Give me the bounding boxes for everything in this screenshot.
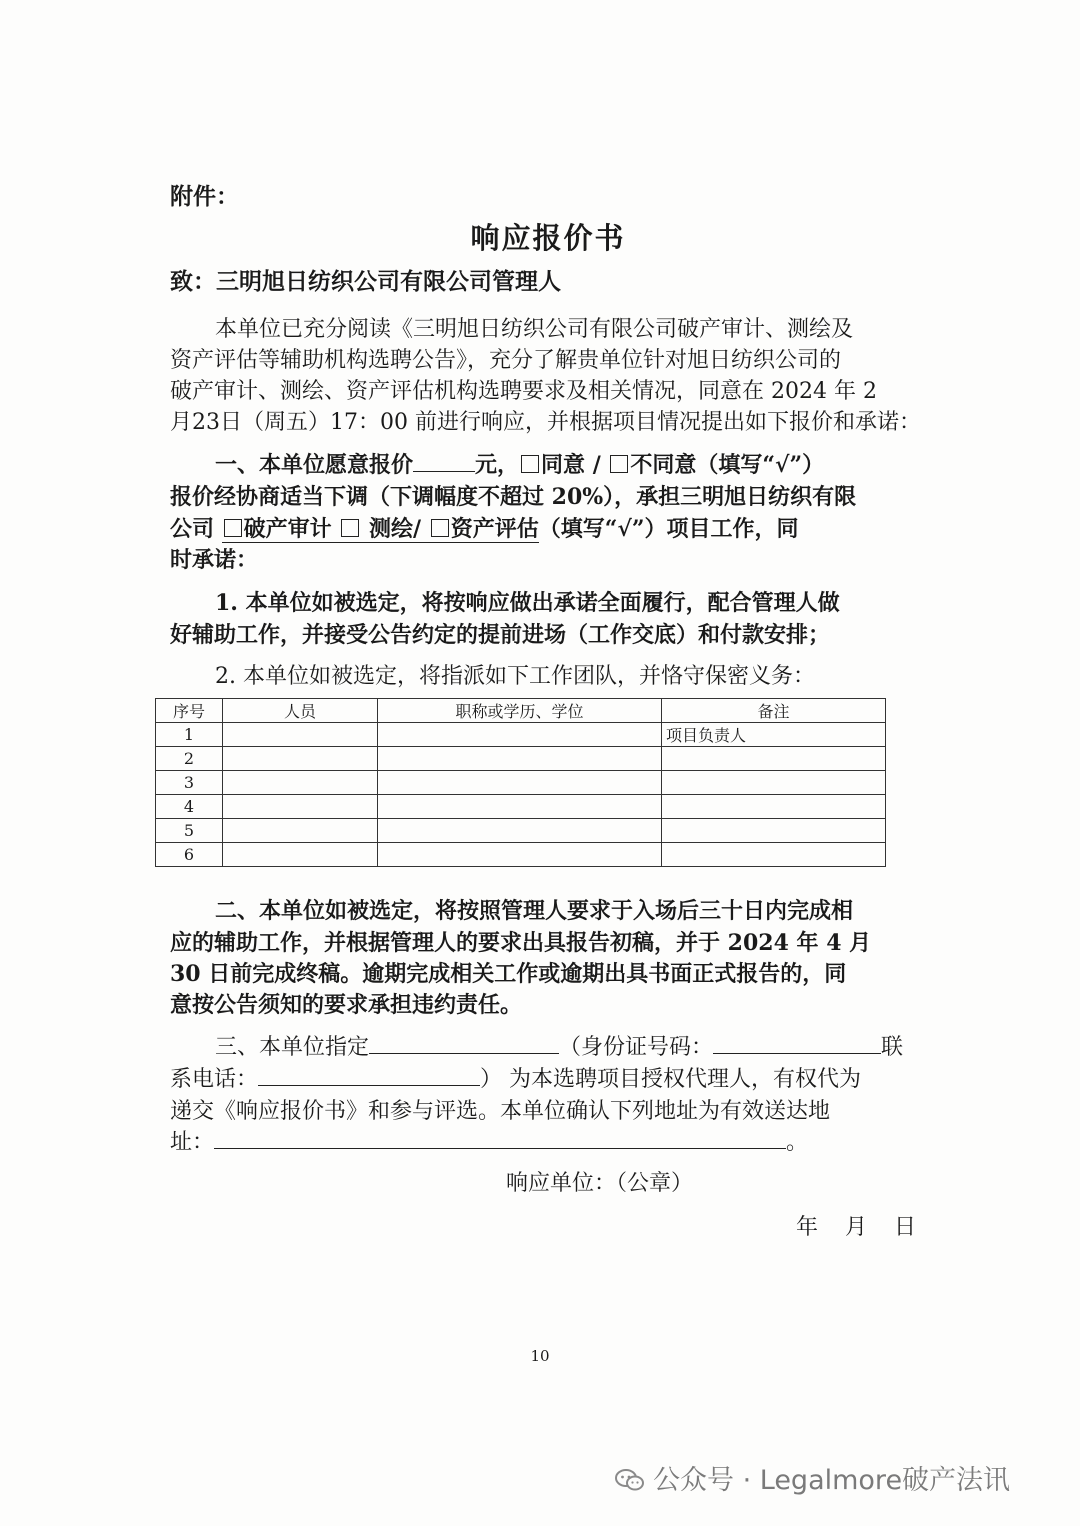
table-cell[interactable] <box>378 771 662 795</box>
intro-line: 破产审计、测绘、资产评估机构选聘要求及相关情况，同意在 2024 年 2 <box>170 379 877 404</box>
table-cell: 1 <box>156 723 223 747</box>
commitment-line: 好辅助工作，并接受公告约定的提前进场（工作交底）和付款安排； <box>170 622 831 648</box>
page-number: 10 <box>530 1347 550 1365</box>
id-label: （身份证号码： <box>559 1035 714 1060</box>
table-cell[interactable] <box>378 747 662 771</box>
table-row <box>156 843 886 867</box>
id-number-blank[interactable] <box>713 1031 881 1054</box>
section-one-line: 报价经协商适当下调（下调幅度不超过 20%），承担三明旭日纺织有限 <box>170 484 857 510</box>
address-label: 址： <box>170 1130 215 1155</box>
table-row <box>156 723 886 747</box>
disagree-checkbox[interactable] <box>610 455 628 473</box>
table-cell: 4 <box>156 795 223 819</box>
table-cell[interactable] <box>378 843 662 867</box>
survey-checkbox[interactable] <box>341 519 359 537</box>
section-two-line: 应的辅助工作，并根据管理人的要求出具报告初稿，并于 2024 年 4 月 <box>170 930 872 956</box>
commitment-line: 2. 本单位如被选定，将指派如下工作团队，并恪守保密义务： <box>215 664 815 689</box>
table-row <box>156 795 886 819</box>
signature-date: 年 月 日 <box>796 1215 916 1240</box>
recipient-line: 致：三明旭日纺织公司有限公司管理人 <box>170 268 561 295</box>
address-blank[interactable] <box>214 1126 786 1149</box>
quote-amount-blank[interactable] <box>413 449 475 472</box>
section-three-line <box>170 1062 861 1093</box>
table-header-cell: 序号 <box>156 699 223 723</box>
table-cell[interactable] <box>223 795 378 819</box>
table-row <box>156 771 886 795</box>
intro-line: 资产评估等辅助机构选聘公告》，充分了解贵单位针对旭日纺织公司的 <box>170 348 842 373</box>
wechat-icon <box>615 1468 645 1492</box>
table-header-row <box>156 699 886 723</box>
table-cell[interactable] <box>662 771 886 795</box>
section-one-line <box>215 448 824 479</box>
table-cell[interactable] <box>378 819 662 843</box>
authorization-text: ） 为本选聘项目授权代理人，有权代为 <box>480 1067 862 1092</box>
phone-label: 系电话： <box>170 1067 259 1092</box>
team-table <box>155 698 886 867</box>
section-two-line: 30 日前完成终稿。逾期完成相关工作或逾期出具书面正式报告的，同 <box>170 961 847 987</box>
table-cell[interactable] <box>662 795 886 819</box>
intro-line: 月23日（周五）17：00 前进行响应，并根据项目情况提出如下报价和承诺： <box>170 410 921 435</box>
phone-blank[interactable] <box>258 1063 480 1086</box>
period: 。 <box>786 1130 809 1155</box>
agree-checkbox[interactable] <box>521 455 539 473</box>
table-cell[interactable] <box>662 819 886 843</box>
table-cell[interactable] <box>223 819 378 843</box>
agent-name-blank[interactable] <box>369 1031 559 1054</box>
fill-instruction: （填写“√”）项目工作，同 <box>538 516 799 542</box>
table-header-cell: 人员 <box>223 699 378 723</box>
table-cell: 5 <box>156 819 223 843</box>
appraisal-checkbox[interactable] <box>431 519 449 537</box>
appraisal-label: 资产评估 <box>450 516 539 542</box>
watermark <box>615 1458 1010 1497</box>
table-cell: 2 <box>156 747 223 771</box>
table-row <box>156 819 886 843</box>
section-two-line: 二、本单位如被选定，将按照管理人要求于入场后三十日内完成相 <box>215 898 854 924</box>
table-cell[interactable] <box>378 723 662 747</box>
table-cell[interactable] <box>223 771 378 795</box>
table-cell[interactable] <box>223 843 378 867</box>
section-two-line: 意按公告须知的要求承担违约责任。 <box>170 992 523 1018</box>
attachment-label: 附件： <box>170 183 239 210</box>
commitment-line: 1. 本单位如被选定，将按响应做出承诺全面履行，配合管理人做 <box>215 590 840 616</box>
table-cell[interactable] <box>662 747 886 771</box>
disagree-label: 不同意（填写“√”） <box>630 452 825 478</box>
table-cell: 6 <box>156 843 223 867</box>
section-three-line: 递交《响应报价书》和参与评选。本单位确认下列地址为有效送达地 <box>170 1099 831 1124</box>
table-header-cell: 职称或学历、学位 <box>378 699 662 723</box>
survey-label: 测绘/ <box>361 516 429 542</box>
table-cell[interactable] <box>662 843 886 867</box>
audit-label: 破产审计 <box>243 516 340 542</box>
agree-label: 同意 / <box>541 452 609 478</box>
table-row <box>156 747 886 771</box>
contact-label-start: 联 <box>881 1035 904 1060</box>
agent-label: 三、本单位指定 <box>215 1035 370 1060</box>
document-title: 响应报价书 <box>470 221 626 255</box>
currency-label: 元， <box>475 452 520 478</box>
responding-unit-seal: 响应单位：（公章） <box>506 1171 694 1196</box>
table-header-cell: 备注 <box>662 699 886 723</box>
table-cell[interactable] <box>223 723 378 747</box>
table-cell[interactable] <box>223 747 378 771</box>
section-three-line <box>215 1030 903 1061</box>
intro-line: 本单位已充分阅读《三明旭日纺织公司有限公司破产审计、测绘及 <box>215 317 854 342</box>
company-label: 公司 <box>170 516 222 542</box>
table-cell[interactable] <box>378 795 662 819</box>
section-three-line <box>170 1125 808 1156</box>
work-options <box>222 516 539 543</box>
watermark-text: 公众号 · Legalmore破产法讯 <box>653 1465 1011 1496</box>
quote-label: 一、本单位愿意报价 <box>215 452 414 478</box>
table-cell: 项目负责人 <box>662 723 886 747</box>
section-one-line: 时承诺： <box>170 547 259 573</box>
audit-checkbox[interactable] <box>224 519 242 537</box>
table-cell: 3 <box>156 771 223 795</box>
section-one-line <box>170 512 799 543</box>
